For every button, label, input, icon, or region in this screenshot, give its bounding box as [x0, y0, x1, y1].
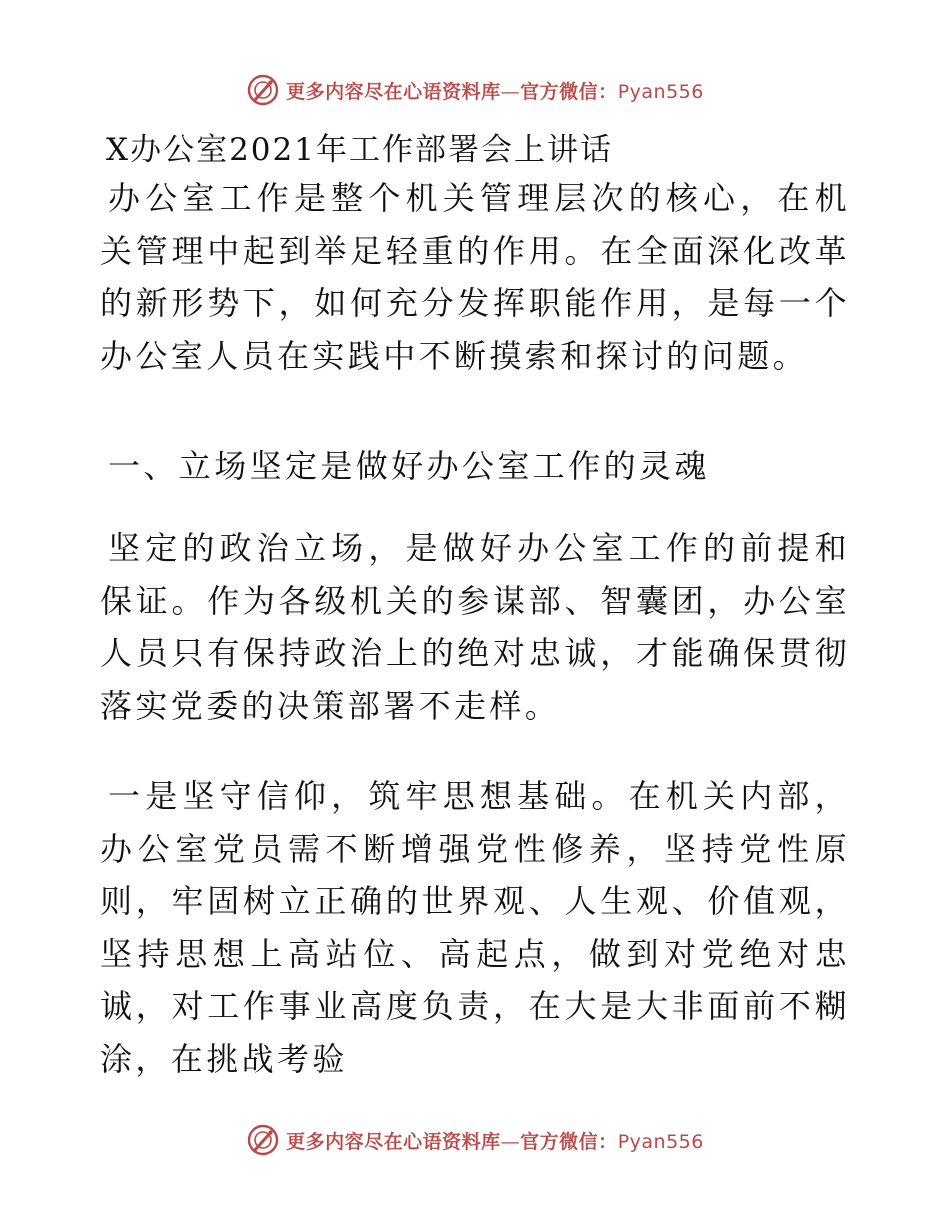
contact-label: 官方微信：: [520, 1130, 618, 1153]
brand-separator: —: [500, 80, 521, 103]
section-heading: 一、立场坚定是做好办公室工作的灵魂: [108, 447, 710, 485]
contact-label: 官方微信：: [520, 80, 618, 103]
contact-id: Pyan556: [617, 1130, 704, 1153]
contact-id: Pyan556: [617, 80, 704, 103]
brand-text: 更多内容尽在心语资料库: [286, 80, 501, 103]
paragraph-section-body: 坚定的政治立场，是做好办公室工作的前提和保证。作为各级机关的参谋部、智囊团，办公室人员只有保持政治上的绝对忠诚，才能确保贯彻落实党委的决策部署不走样。: [100, 529, 850, 725]
brand-logo-icon: [246, 1123, 280, 1157]
footer-watermark: [0, 1120, 950, 1160]
brand-logo-icon: [246, 73, 280, 107]
brand-separator: —: [500, 1130, 521, 1153]
paragraph-point-one: 一是坚守信仰，筑牢思想基础。在机关内部，办公室党员需不断增强党性修养，坚持党性原则，牢固树立正确的世界观、人生观、价值观，坚持思想上高站位、高起点，做到对党绝对忠诚，对工作事业高度负责，在大是大非面前不糊涂，在挑战考验: [100, 777, 850, 1078]
brand-text: 更多内容尽在心语资料库: [286, 1130, 501, 1153]
document-title: X办公室2021年工作部署会上讲话: [106, 132, 613, 168]
header-watermark: [0, 70, 950, 110]
paragraph-intro: 办公室工作是整个机关管理层次的核心，在机关管理中起到举足轻重的作用。在全面深化改革的新形势下，如何充分发挥职能作用，是每一个办公室人员在实践中不断摸索和探讨的问题。: [100, 179, 850, 375]
